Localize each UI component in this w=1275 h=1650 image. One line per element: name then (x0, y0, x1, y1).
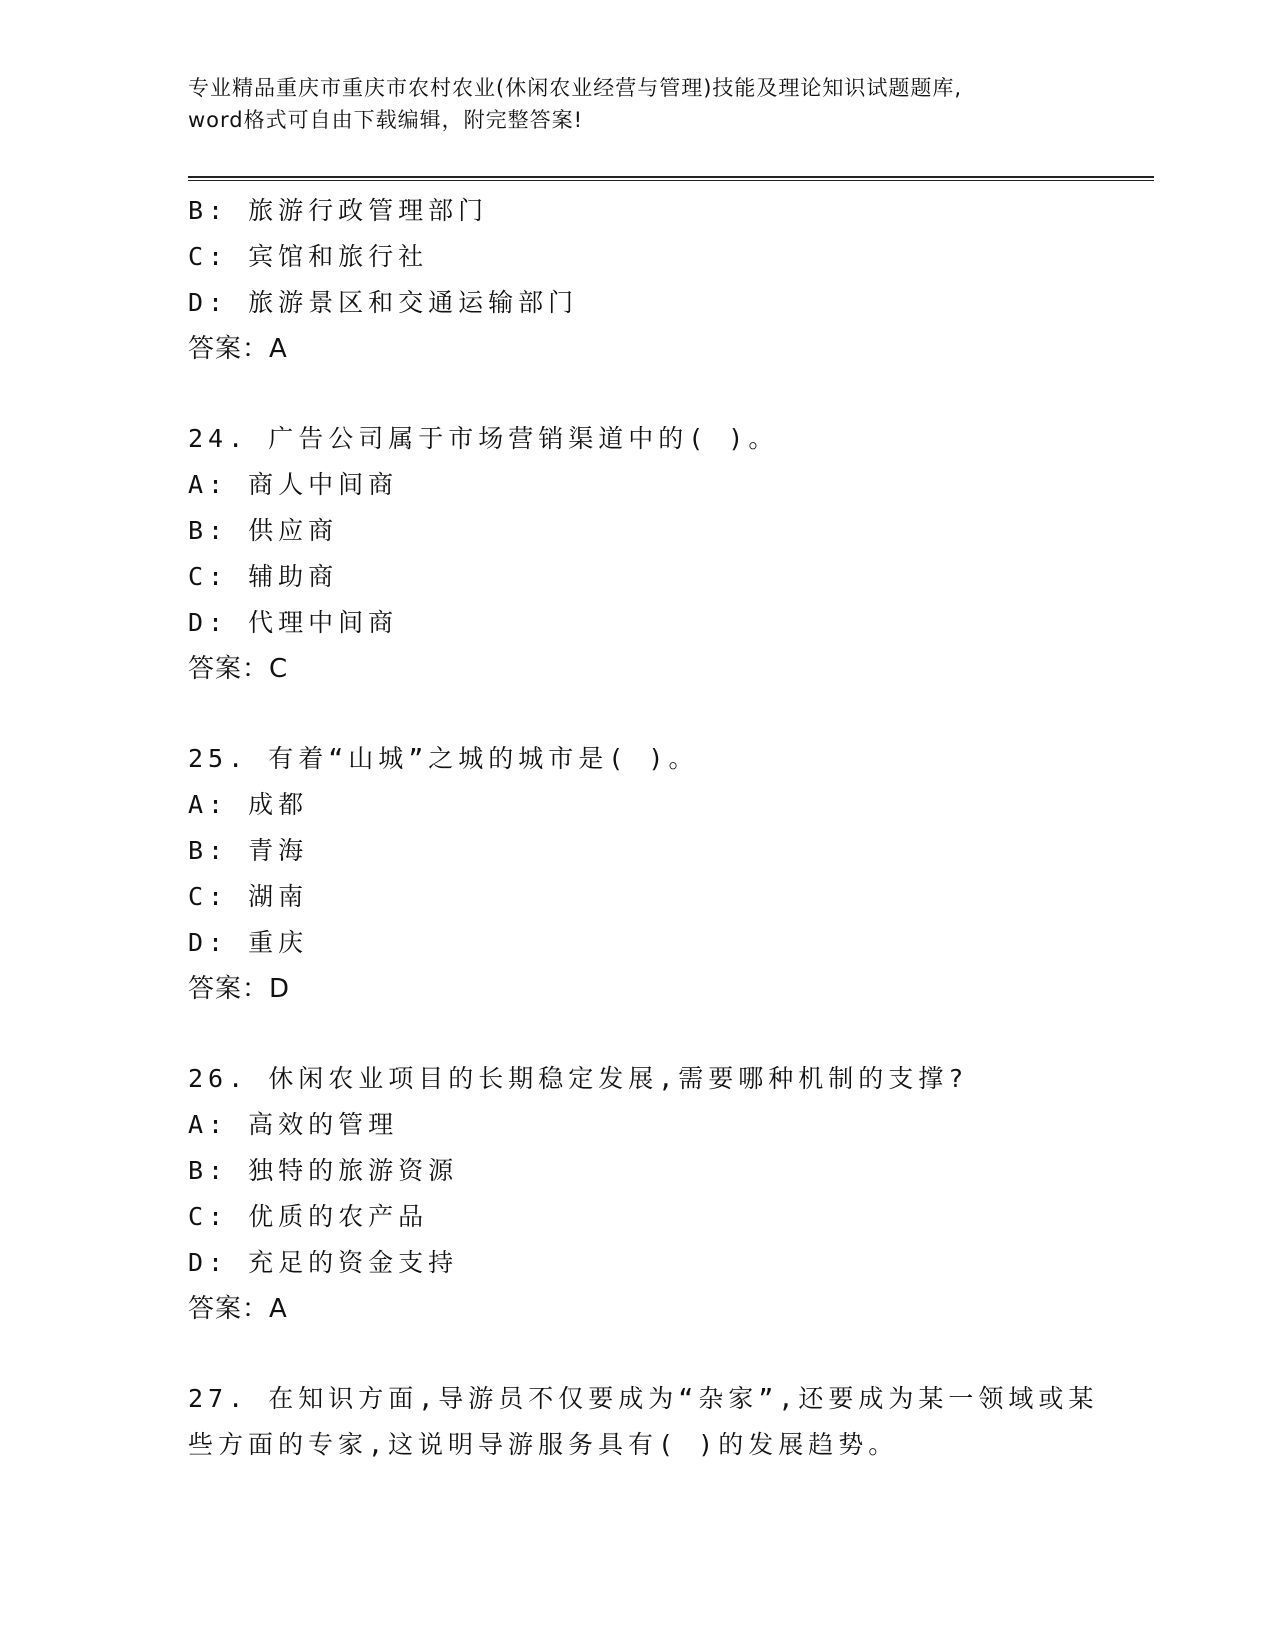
option-b: B: 供应商 (188, 516, 339, 545)
question-stem: 24. 广告公司属于市场营销渠道中的( )。 (188, 424, 779, 453)
question-stem: 25. 有着“山城”之城的城市是( )。 (188, 744, 699, 773)
answer: 答案：A (188, 1294, 288, 1324)
header-divider (188, 176, 1154, 181)
header-title-line-2: word格式可自由下载编辑，附完整答案! (188, 108, 584, 132)
question-24 (188, 416, 1088, 692)
option-d: D: 旅游景区和交通运输部门 (188, 288, 579, 317)
answer: 答案：A (188, 334, 288, 364)
option-c: C: 优质的农产品 (188, 1202, 429, 1231)
option-a: A: 商人中间商 (188, 470, 399, 499)
question-23-continued (188, 188, 1088, 372)
option-c: C: 宾馆和旅行社 (188, 242, 429, 271)
page-header (188, 72, 1088, 136)
option-a: A: 成都 (188, 790, 309, 819)
option-d: D: 充足的资金支持 (188, 1248, 459, 1277)
option-c: C: 辅助商 (188, 562, 339, 591)
question-stem-line-2: 些方面的专家,这说明导游服务具有( )的发展趋势。 (188, 1430, 899, 1459)
option-b: B: 独特的旅游资源 (188, 1156, 459, 1185)
option-c: C: 湖南 (188, 882, 309, 911)
question-26 (188, 1056, 1088, 1332)
question-27 (188, 1376, 1099, 1468)
option-a: A: 高效的管理 (188, 1110, 399, 1139)
header-title-line-1: 专业精品重庆市重庆市农村农业(休闲农业经营与管理)技能及理论知识试题题库, (188, 76, 963, 100)
answer: 答案：D (188, 974, 291, 1004)
document-body (188, 188, 1099, 1468)
question-stem: 26. 休闲农业项目的长期稳定发展,需要哪种机制的支撑? (188, 1064, 969, 1093)
question-stem-line-1: 27. 在知识方面,导游员不仅要成为“杂家”,还要成为某一领域或某 (188, 1384, 1099, 1413)
option-b: B: 旅游行政管理部门 (188, 196, 489, 225)
option-d: D: 重庆 (188, 928, 309, 957)
option-b: B: 青海 (188, 836, 309, 865)
option-d: D: 代理中间商 (188, 608, 399, 637)
answer: 答案：C (188, 654, 289, 684)
question-25 (188, 736, 1088, 1012)
